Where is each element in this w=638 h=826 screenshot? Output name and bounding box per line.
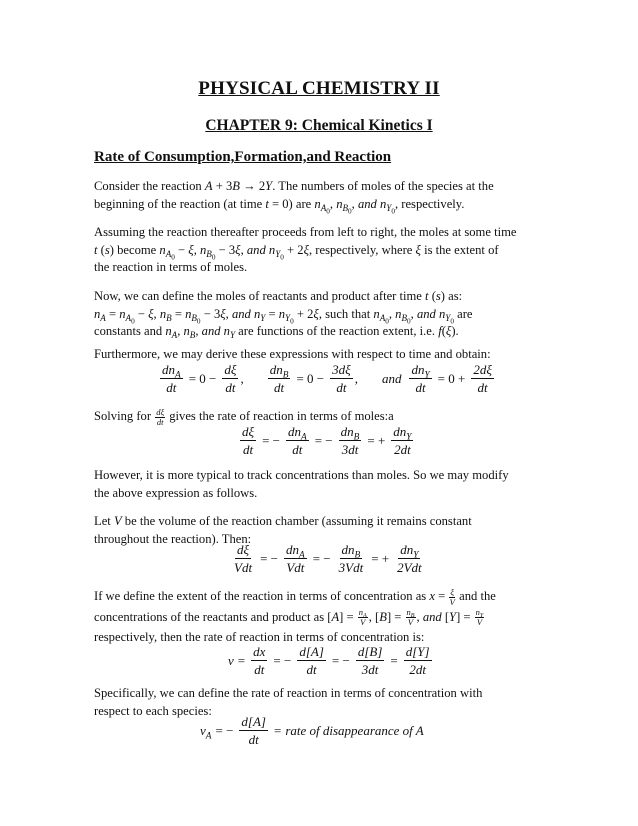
fraction: $\frac{dn_A}{dt}$ [162, 362, 181, 395]
text-line: Furthermore, we may derive these expressions with respect to time and obtain: [94, 347, 491, 361]
fraction: $\frac{n_A}{V}$ [358, 607, 367, 628]
fraction: $\frac{d\xi}{dt}$ [224, 362, 237, 395]
text-line: Now, we can define the moles of reactants and product after time t (s) as: [94, 289, 463, 303]
fraction: $\frac{n_B}{V}$ [406, 607, 415, 628]
page-title: PHYSICAL CHEMISTRY II [198, 78, 440, 99]
equation-rate-moles: $\frac{d\xi}{dt}$ = − $\frac{dn_A}{dt}$ = − $\frac{dn_B}{3dt}$ = + $\frac{dn_Y}{2dt}$ [242, 424, 412, 457]
paragraph-derive [94, 346, 546, 364]
section-heading: Rate of Consumption,Formation,and Reaction [94, 149, 392, 165]
paragraph-concentrations [94, 467, 546, 502]
text-line: respectively, then the rate of reaction in terms of concentration is: [94, 630, 425, 645]
fraction: $\frac{d[B]}{3dt}$ [357, 644, 383, 677]
paragraph-moles-definition [94, 288, 546, 341]
equation-disappearance: $v_A$ = − $\frac{d[A]}{dt}$ = rate of disappearance of A [200, 714, 424, 747]
text-line: Assuming the reaction thereafter proceeds from left to right, the moles at some time [94, 225, 517, 239]
equation-rate-volume: $\frac{d\xi}{\text{Vdt}}$ = − $\frac{dn_A}{\text{Vdt}}$ = − $\frac{dn_B}{\text{3Vdt}}$ = + $\frac{dn_Y}{\text{2Vdt}}$ [234, 542, 422, 575]
fraction: $\frac{d\xi}{\text{Vdt}}$ [234, 542, 253, 575]
paragraph-extent-concentration [94, 586, 546, 647]
text-line: However, it is more typical to track concentrations than moles. So we may modify [94, 468, 509, 482]
text-line: concentrations of the reactants and product as [A] = $\frac{n_A}{V}$ , [B] = $\frac{n_B}{V}$ , and [Y] = $\frac{n_Y}{V}$ [94, 607, 484, 628]
fraction: $\frac{dn_B}{\text{3Vdt}}$ [338, 542, 364, 575]
chapter-heading: CHAPTER 9: Chemical Kinetics I [205, 117, 433, 134]
fraction: $\frac{2d\xi}{dt}$ [473, 362, 492, 395]
text-line: respect to each species: [94, 703, 212, 718]
fraction: $\frac{d[A]}{dt}$ [241, 714, 266, 747]
text-line: Consider the reaction A + 3B → 2Y. The numbers of moles of the species at the [94, 179, 494, 193]
equation-rate-concentration: v = $\frac{dx}{dt}$ = − $\frac{d[A]}{dt}$ = − $\frac{d[B]}{3dt}$ = $\frac{d[Y]}{2dt}$ [228, 644, 430, 677]
text-line: the reaction in terms of moles. [94, 260, 248, 275]
equation-derivatives: $\frac{dn_A}{dt}$ = 0 − $\frac{d\xi}{dt}$ , $\frac{dn_B}{dt}$ = 0 − $\frac{3d\xi}{dt}$ , and $\frac{dn_Y}{dt}$ = 0 + $\frac{2d\xi}{dt}$ [162, 362, 492, 395]
fraction: $\frac{dn_A}{\text{Vdt}}$ [285, 542, 305, 575]
paragraph-reaction-intro [94, 178, 546, 216]
fraction: $\frac{d[Y]}{2dt}$ [405, 644, 430, 677]
fraction: $\frac{dn_B}{dt}$ [269, 362, 289, 395]
fraction: $\frac{dn_A}{dt}$ [288, 424, 307, 457]
fraction: $\frac{n_Y}{V}$ [475, 607, 484, 628]
fraction: $\frac{\xi}{V}$ [449, 586, 455, 607]
fraction: $\frac{d\xi}{dt}$ [156, 406, 165, 427]
fraction: $\frac{d\xi}{dt}$ [242, 424, 255, 457]
fraction: $\frac{dn_Y}{dt}$ [411, 362, 430, 395]
text-line: beginning of the reaction (at time t = 0) are $n_{A_0}$, $n_{B_0}$, and $n_{Y_0}$, respectively. [94, 196, 465, 216]
text-line: t (s) become $n_{A_0} - \xi$, $n_{B_0} - 3\xi$, and $n_{Y_0} + 2\xi$, respectively, where ξ is the extent of [94, 242, 499, 262]
fraction: $\frac{dn_Y}{2dt}$ [393, 424, 412, 457]
text-line: Solving for $\frac{d\xi}{dt}$ gives the rate of reaction in terms of moles:a [94, 406, 394, 427]
text-line: Specifically, we can define the rate of reaction in terms of concentration with [94, 686, 483, 700]
text-line: throughout the reaction). Then: [94, 531, 252, 546]
fraction: $\frac{dn_Y}{\text{2Vdt}}$ [397, 542, 422, 575]
text-line: constants and $n_A$, $n_B$, and $n_Y$ are functions of the reaction extent, i.e. f(ξ). [94, 324, 459, 341]
fraction: $\frac{dn_B}{3dt}$ [340, 424, 360, 457]
fraction: $\frac{d[A]}{dt}$ [299, 644, 324, 677]
paragraph-extent [94, 224, 546, 277]
text-line: the above expression as follows. [94, 485, 258, 500]
text-line: If we define the extent of the reaction in terms of concentration as x = $\frac{\xi}{V}$ and the [94, 586, 496, 607]
text-line: $n_A = n_{A_0} - \xi$, $n_B = n_{B_0} - 3\xi$, and $n_Y = n_{Y_0} + 2\xi$, such that $n_{A_0}$, $n_{B_0}$, and $n_{Y_0}$ are [94, 306, 473, 326]
fraction: $\frac{dx}{dt}$ [253, 644, 266, 677]
text-line: Let V be the volume of the reaction chamber (assuming it remains constant [94, 514, 472, 528]
fraction: $\frac{3d\xi}{dt}$ [332, 362, 351, 395]
